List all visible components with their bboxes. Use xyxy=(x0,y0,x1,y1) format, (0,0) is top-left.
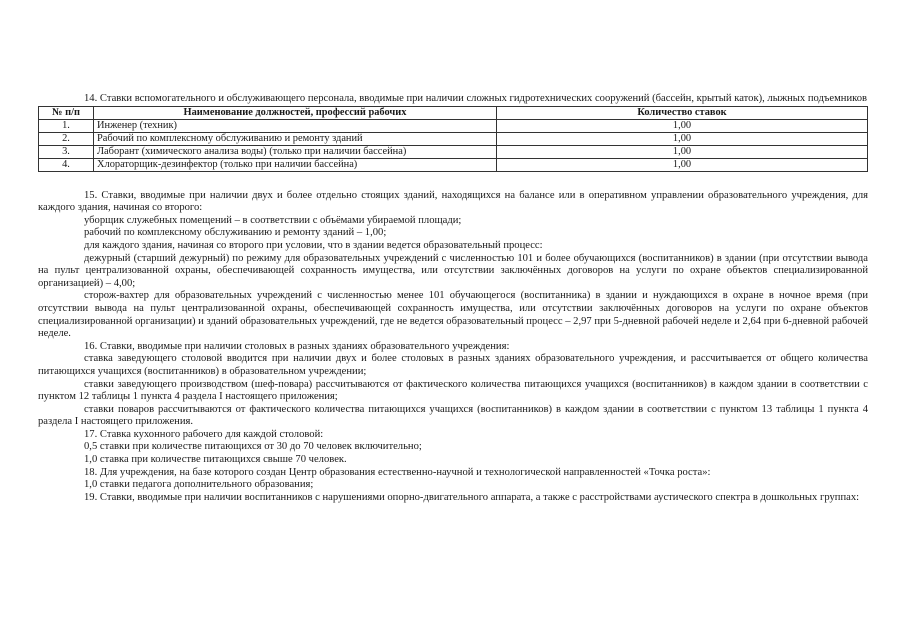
paragraph-17-half-rate: 0,5 ставки при количестве питающихся от 30 до 70 человек включительно; xyxy=(84,441,422,453)
section-14-caption: 14. Ставки вспомогательного и обслуживающего персонала, вводимые при наличии сложных гидротехнических сооружений (бассейн, крытый каток), лыжных подъемников xyxy=(84,93,868,104)
paragraph-18-teacher: 1,0 ставки педагога дополнительного образования; xyxy=(84,479,314,491)
paragraph-15-duty-officer: дежурный (старший дежурный) по режиму для образовательных учреждений с численностью 101 и более обучающихся (воспитанников) в здании (при отсутствии вывода на пульт централизованной охраны, обеспечивающей сохранность имущества, или отсутствии заключённых договоров на услуги по охране объектов специализированной организацией) – 4,00; xyxy=(38,252,868,289)
column-header-position: Наименование должностей, профессий рабочих xyxy=(94,106,497,119)
row-quantity: 1,00 xyxy=(497,158,868,171)
paragraph-15-condition: для каждого здания, начиная со второго при условии, что в здании ведется образовательный процесс: xyxy=(84,239,543,251)
row-position: Лаборант (химического анализа воды) (только при наличии бассейна) xyxy=(94,145,497,158)
column-header-quantity: Количество ставок xyxy=(497,106,868,119)
row-number: 4. xyxy=(39,158,94,171)
table-header-row xyxy=(39,106,868,119)
table-row xyxy=(39,132,868,145)
row-position: Хлораторщик-дезинфектор (только при наличии бассейна) xyxy=(94,158,497,171)
table-row xyxy=(39,119,868,132)
row-number: 1. xyxy=(39,119,94,132)
row-quantity: 1,00 xyxy=(497,145,868,158)
paragraph-17-full-rate: 1,0 ставка при количестве питающихся свыше 70 человек. xyxy=(84,454,347,466)
paragraph-16-canteen-head: ставка заведующего столовой вводится при наличии двух и более столовых в разных зданиях образовательного учреждения, и рассчитывается от общего количества питающихся учащихся (воспитанников) в образовательном учреждении; xyxy=(38,353,868,377)
paragraph-15-watchman: сторож-вахтер для образовательных учреждений с численностью менее 101 обучающегося (воспитанника) в здании и нуждающихся в охране в ночное время (при отсутствии вывода на пульт централизованной охраны, обеспечивающей сохранность имущества, или отсутствии заключённых договоров на услуги по охране объектов специализированной организации) и зданий образовательных учреждений, где не ведется образовательный процесс – 2,97 при 5-дневной рабочей неделе и 2,64 при 6-дневной рабочей неделе. xyxy=(38,290,868,340)
document-page xyxy=(38,93,868,504)
paragraph-17-heading: 17. Ставка кухонного рабочего для каждой столовой: xyxy=(84,428,324,440)
row-quantity: 1,00 xyxy=(497,119,868,132)
paragraph-15-heading: 15. Ставки, вводимые при наличии двух и более отдельно стоящих зданий, находящихся на балансе или в оперативном управлении образовательного учреждения, для каждого здания, начиная со второго: xyxy=(38,189,868,214)
paragraph-16-chef: ставки заведующего производством (шеф-повара) рассчитываются от фактического количества питающихся учащихся (воспитанников) в каждом здании в соответствии с пунктом 12 таблицы 1 пункта 4 раздела I настоящего приложения; xyxy=(38,378,868,403)
row-position: Инженер (техник) xyxy=(94,119,497,132)
row-quantity: 1,00 xyxy=(497,132,868,145)
paragraph-19-heading: 19. Ставки, вводимые при наличии воспитанников с нарушениями опорно-двигательного аппарата, а также с расстройствами аустического спектра в дошкольных группах: xyxy=(84,491,860,503)
paragraph-18-heading: 18. Для учреждения, на базе которого создан Центр образования естественно-научной и технологической направленностей «Точка роста»: xyxy=(84,466,711,478)
row-number: 3. xyxy=(39,145,94,158)
staff-table xyxy=(38,106,868,172)
table-row xyxy=(39,158,868,171)
row-number: 2. xyxy=(39,132,94,145)
row-position: Рабочий по комплексному обслуживанию и ремонту зданий xyxy=(94,132,497,145)
paragraph-16-cooks: ставки поваров рассчитываются от фактического количества питающихся учащихся (воспитанников) в каждом здании в соответствии с пунктом 13 таблицы 1 пункта 4 раздела I настоящего приложения. xyxy=(38,403,868,428)
paragraph-15-maintenance-worker: рабочий по комплексному обслуживанию и ремонту зданий – 1,00; xyxy=(84,227,387,239)
column-header-number: № п/п xyxy=(39,106,94,119)
paragraph-15-cleaner: уборщик служебных помещений – в соответствии с объёмами убираемой площади; xyxy=(84,214,462,226)
table-row xyxy=(39,145,868,158)
paragraph-16-heading: 16. Ставки, вводимые при наличии столовых в разных зданиях образовательного учреждения: xyxy=(84,340,510,352)
